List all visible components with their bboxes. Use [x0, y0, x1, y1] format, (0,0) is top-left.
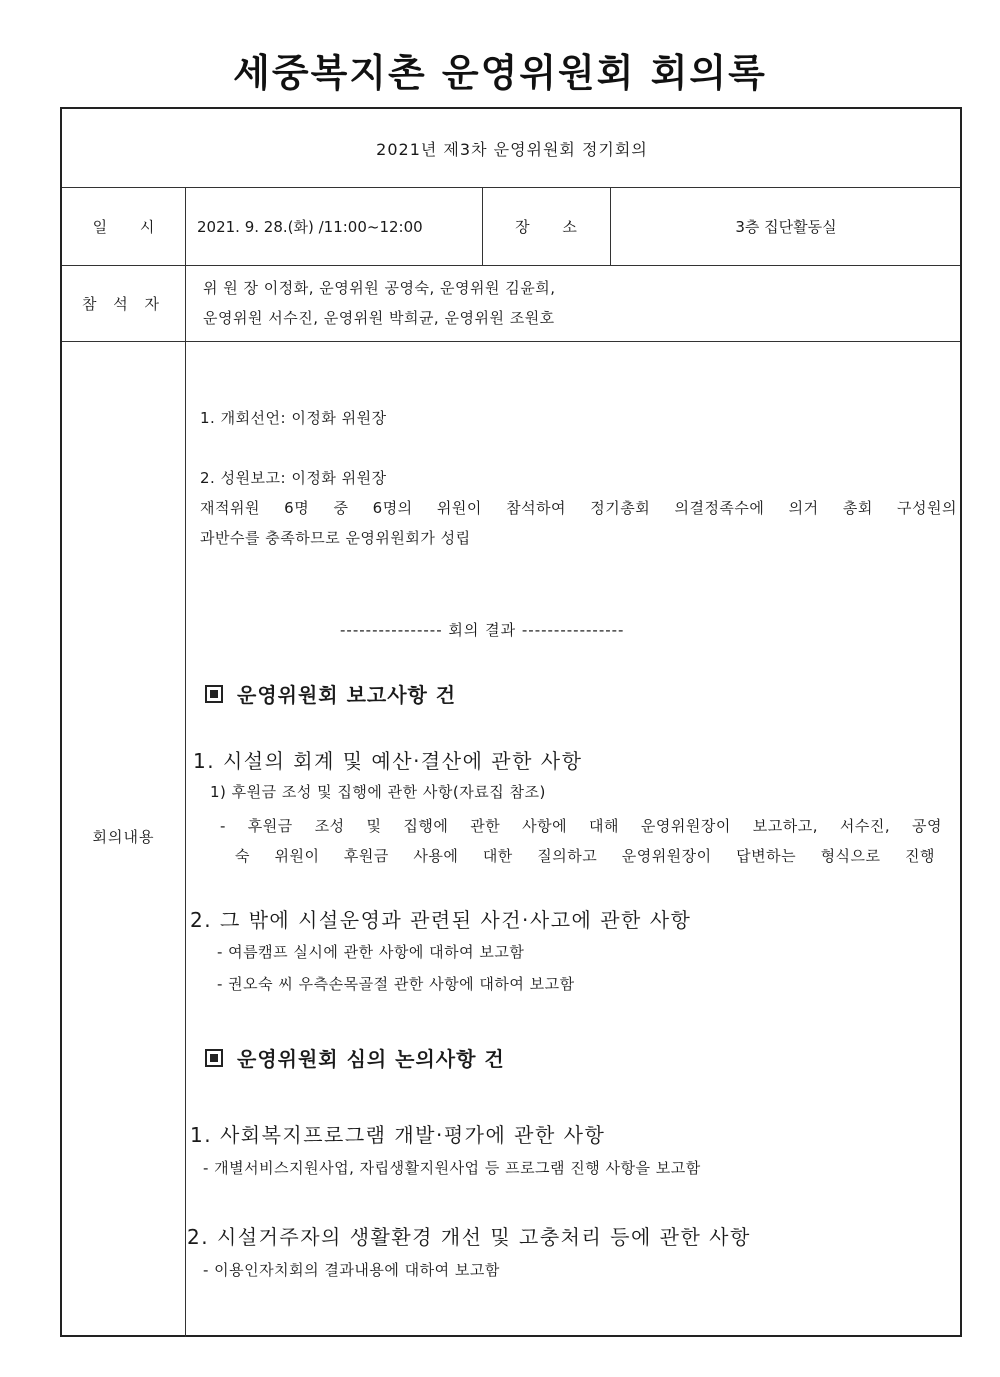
section-title: 운영위원회 심의 논의사항 건 — [237, 1047, 505, 1071]
section-heading — [205, 1043, 505, 1072]
place-label: 장 소 — [515, 217, 591, 236]
column-divider — [185, 187, 186, 1337]
datetime-label: 일 시 — [92, 217, 169, 236]
agenda-desc: - 개별서비스지원사업, 자립생활지원사업 등 프로그램 진행 사항을 보고함 — [203, 1159, 701, 1177]
content-label: 회의내용 — [92, 827, 155, 846]
minutes-form — [60, 107, 962, 1337]
attendees-list — [185, 265, 962, 341]
agenda-subitem: 1) 후원금 조성 및 집행에 관한 사항(자료집 참조) — [210, 783, 546, 801]
section-heading — [205, 679, 456, 708]
attendees-label: 참 석 자 — [81, 294, 165, 313]
opening-item: 1. 개회선언: 이정화 위원장 — [200, 409, 387, 427]
quorum-text: 과반수를 충족하므로 운영위원회가 성립 — [200, 529, 471, 547]
agenda-desc: - 이용인자치회의 결과내용에 대하여 보고함 — [203, 1261, 500, 1279]
document-title: 세중복지촌 운영위원회 회의록 — [233, 51, 767, 95]
agenda-desc: 숙 위원이 후원금 사용에 대한 질의하고 운영위원장이 답변하는 형식으로 진행 — [235, 847, 935, 865]
agenda-desc: - 권오숙 씨 우측손목골절 관한 사항에 대하여 보고함 — [217, 975, 575, 993]
section-title: 운영위원회 보고사항 건 — [237, 683, 457, 707]
datetime-value: 2021. 9. 28.(화) /11:00~12:00 — [197, 217, 423, 236]
agenda-item: 2. 시설거주자의 생활환경 개선 및 고충처리 등에 관한 사항 — [187, 1225, 751, 1249]
agenda-desc: - 여름캠프 실시에 관한 사항에 대하여 보고함 — [217, 943, 525, 961]
member-report-item: 2. 성원보고: 이정화 위원장 — [200, 469, 387, 487]
place-value: 3층 집단활동실 — [735, 217, 837, 236]
checkbox-square-icon — [205, 685, 223, 703]
agenda-item: 1. 사회복지프로그램 개발·평가에 관한 사항 — [190, 1123, 606, 1147]
agenda-desc: - 후원금 조성 및 집행에 관한 사항에 대해 운영위원장이 보고하고, 서수진, 공영 — [220, 817, 942, 835]
agenda-item: 1. 시설의 회계 및 예산·결산에 관한 사항 — [193, 749, 583, 773]
checkbox-square-icon — [205, 1049, 223, 1067]
agenda-item: 2. 그 밖에 시설운영과 관련된 사건·사고에 관한 사항 — [190, 908, 692, 932]
meeting-title: 2021년 제3차 운영위원회 정기회의 — [376, 139, 648, 159]
quorum-text: 재적위원 6명 중 6명의 위원이 참석하여 정기총회 의결정족수에 의거 총회 구성원의 — [200, 499, 957, 517]
results-divider: ---------------- 회의 결과 ---------------- — [340, 621, 625, 639]
row-divider — [62, 341, 960, 342]
attendees-line: 위 원 장 이정화, 운영위원 공영숙, 운영위원 김윤희, — [203, 279, 556, 297]
attendees-line: 운영위원 서수진, 운영위원 박희균, 운영위원 조원호 — [203, 309, 555, 327]
